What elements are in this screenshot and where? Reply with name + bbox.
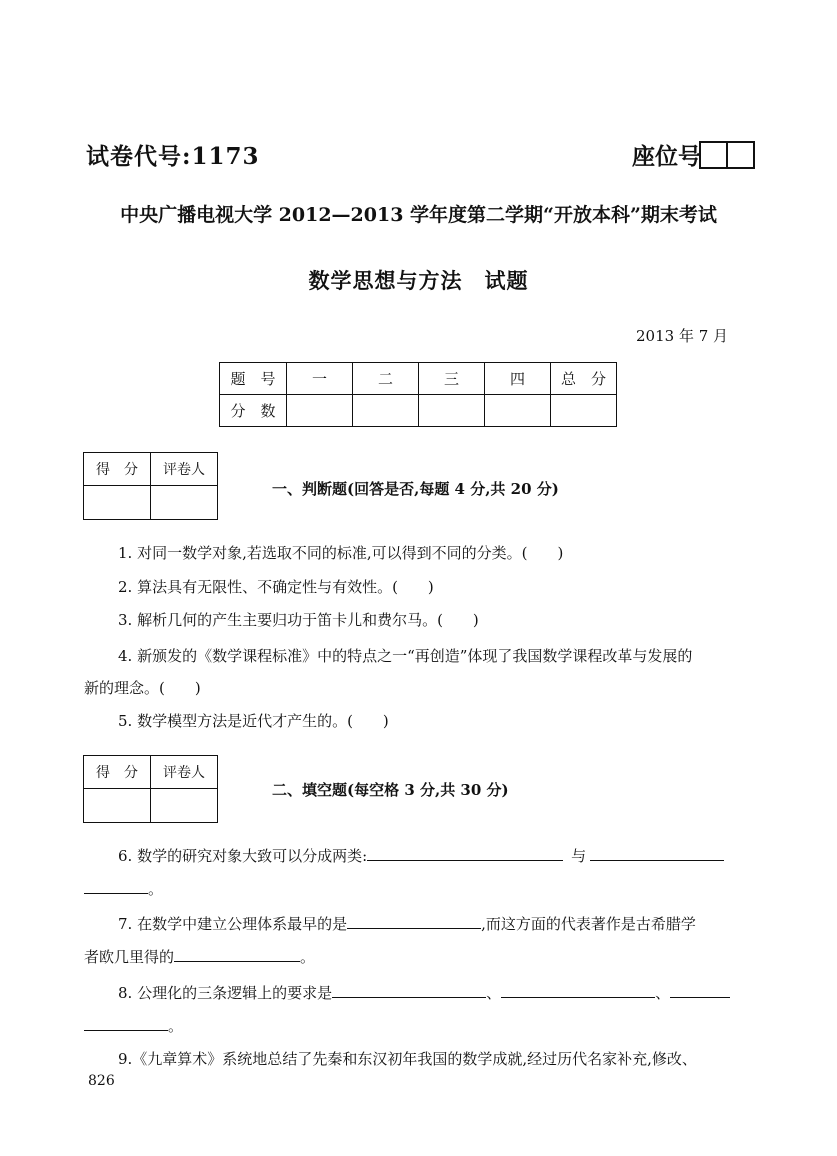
- score-table-cell: 四: [485, 363, 551, 395]
- answer-blank[interactable]: [332, 982, 486, 998]
- seat-label: 座位号: [632, 143, 701, 170]
- answer-blank[interactable]: [84, 878, 148, 894]
- grader-score-label: 得 分: [84, 756, 151, 789]
- question-text: 。: [300, 948, 316, 966]
- question-item: 4. 新颁发的《数学课程标准》中的特点之一“再创造”体现了我国数学课程改革与发展的: [118, 647, 693, 665]
- grader-name-label: 评卷人: [151, 453, 218, 486]
- question-item: [118, 982, 730, 1004]
- answer-blank[interactable]: [501, 982, 655, 998]
- answer-blank[interactable]: [590, 845, 724, 861]
- answer-blank[interactable]: [84, 1015, 168, 1031]
- score-input-cell[interactable]: [353, 395, 419, 427]
- score-table-cell: 一: [287, 363, 353, 395]
- question-text: 。: [148, 880, 164, 898]
- answer-blank[interactable]: [347, 913, 481, 929]
- question-text: 7. 在数学中建立公理体系最早的是: [118, 915, 348, 933]
- answer-blank[interactable]: [174, 946, 300, 962]
- seat-box-2: [726, 141, 755, 169]
- exam-title: 数学思想与方法 试题: [308, 268, 529, 293]
- question-text: ,而这方面的代表著作是古希腊学: [481, 915, 696, 933]
- question-item: 9.《九章算术》系统地总结了先秦和东汉初年我国的数学成就,经过历代名家补充,修改、: [118, 1050, 697, 1068]
- question-item: 1. 对同一数学对象,若选取不同的标准,可以得到不同的分类。( ): [118, 544, 564, 562]
- question-item: [84, 946, 315, 968]
- section-title: 一、判断题(回答是否,每题 4 分,共 20 分): [272, 480, 559, 498]
- grader-name-label: 评卷人: [151, 756, 218, 789]
- score-table: [219, 362, 617, 427]
- question-text: 8. 公理化的三条逻辑上的要求是: [118, 984, 333, 1002]
- question-text: 。: [168, 1017, 184, 1035]
- question-item: [84, 1015, 183, 1037]
- grader-name-cell[interactable]: [151, 789, 218, 823]
- question-text: 、: [655, 984, 671, 1002]
- institution-line: 中央广播电视大学 2012—2013 学年度第二学期“开放本科”期末考试: [120, 204, 717, 226]
- grader-score-cell[interactable]: [84, 486, 151, 520]
- seat-number: [632, 138, 755, 171]
- score-input-cell[interactable]: [287, 395, 353, 427]
- grader-box: [83, 452, 218, 520]
- score-table-cell: 二: [353, 363, 419, 395]
- score-input-cell[interactable]: [419, 395, 485, 427]
- grader-box: [83, 755, 218, 823]
- question-item: [118, 913, 696, 935]
- score-input-cell[interactable]: [485, 395, 551, 427]
- answer-blank[interactable]: [670, 982, 730, 998]
- question-item: 3. 解析几何的产生主要归功于笛卡儿和费尔马。( ): [118, 611, 479, 629]
- grader-score-cell[interactable]: [84, 789, 151, 823]
- exam-date: 2013 年 7 月: [636, 327, 729, 345]
- grader-name-cell[interactable]: [151, 486, 218, 520]
- question-text: 6. 数学的研究对象大致可以分成两类:: [118, 847, 368, 865]
- question-text: 与: [571, 847, 587, 865]
- seat-box-1: [699, 141, 728, 169]
- answer-blank[interactable]: [367, 845, 563, 861]
- page-number: 826: [88, 1073, 115, 1089]
- question-text: 、: [486, 984, 502, 1002]
- question-item: 新的理念。( ): [84, 679, 201, 697]
- score-input-cell[interactable]: [551, 395, 617, 427]
- question-item: 2. 算法具有无限性、不确定性与有效性。( ): [118, 578, 434, 596]
- score-table-cell: 三: [419, 363, 485, 395]
- score-table-score-row: [220, 395, 617, 427]
- score-table-cell: 分 数: [220, 395, 287, 427]
- question-item: [84, 878, 163, 900]
- section-title: 二、填空题(每空格 3 分,共 30 分): [272, 781, 509, 799]
- score-table-cell: 题 号: [220, 363, 287, 395]
- score-table-header-row: [220, 363, 617, 395]
- score-table-cell: 总 分: [551, 363, 617, 395]
- question-text: 者欧几里得的: [84, 948, 175, 966]
- grader-score-label: 得 分: [84, 453, 151, 486]
- paper-code: 试卷代号:1173: [86, 143, 260, 170]
- question-item: 5. 数学模型方法是近代才产生的。( ): [118, 712, 389, 730]
- question-item: [118, 845, 724, 867]
